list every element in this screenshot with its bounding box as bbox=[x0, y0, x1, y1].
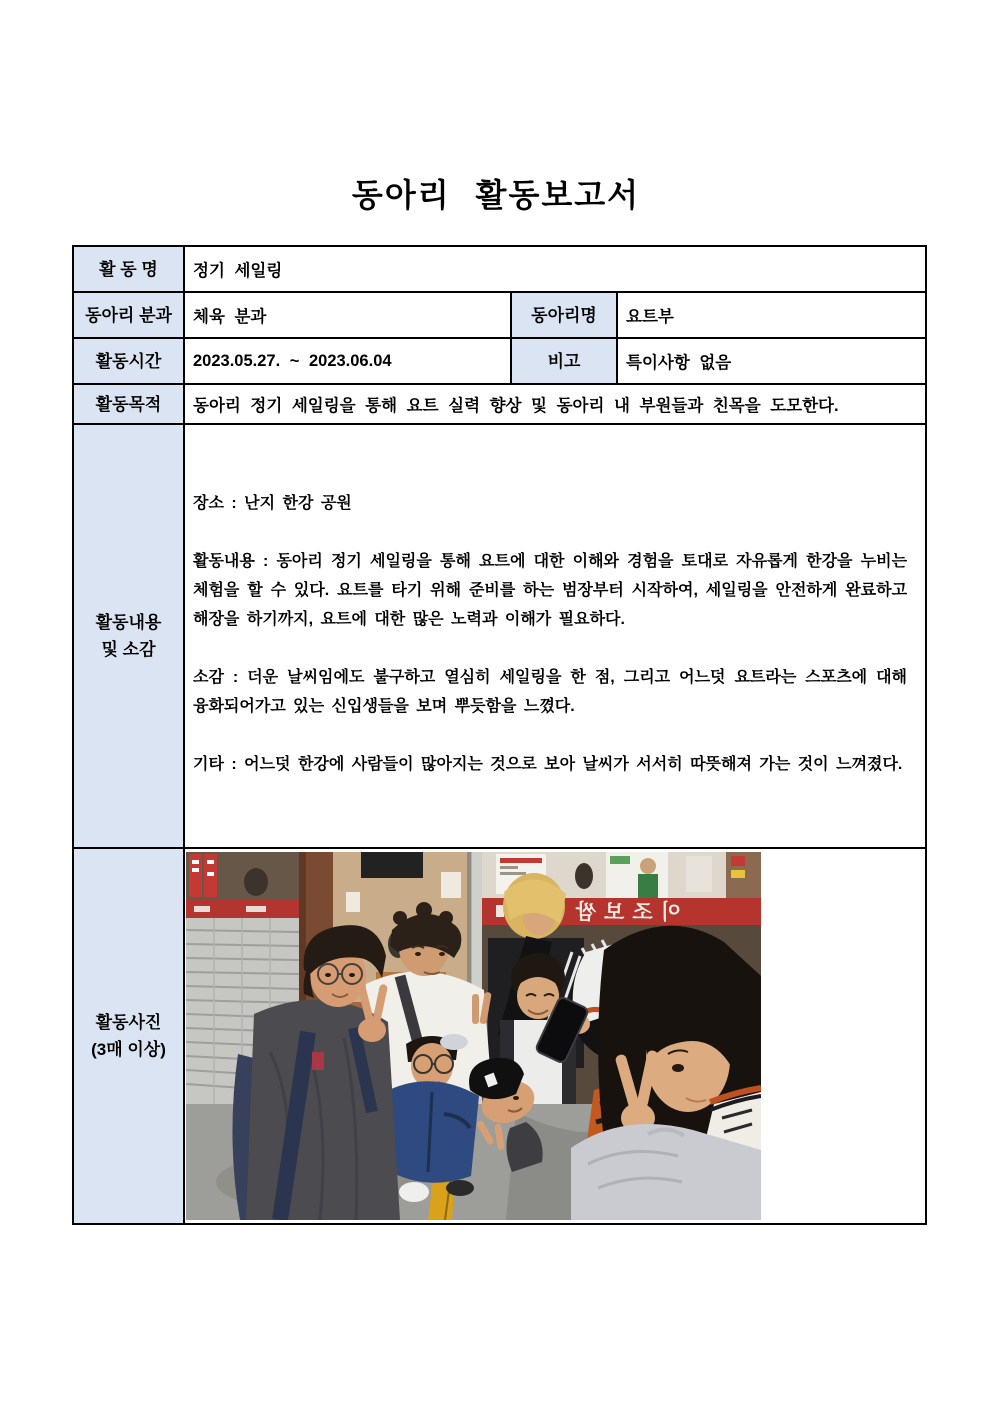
field-label-remark: 비고 bbox=[511, 338, 617, 384]
field-label-photos bbox=[73, 848, 184, 1224]
field-label-club-division: 동아리 분과 bbox=[73, 292, 184, 338]
field-label-purpose: 활동목적 bbox=[73, 384, 184, 424]
page-title: 동아리 활동보고서 bbox=[351, 177, 641, 213]
field-value-remark: 특이사항 없음 bbox=[617, 338, 926, 384]
field-label-activity-name: 활 동 명 bbox=[73, 246, 184, 292]
row-period bbox=[73, 338, 926, 384]
photo-sign-text: 이조보쌈 bbox=[567, 901, 681, 924]
photos-label-line1: 활동사진 bbox=[95, 1013, 162, 1032]
row-activity-name bbox=[73, 246, 926, 292]
row-club bbox=[73, 292, 926, 338]
field-label-content bbox=[73, 424, 184, 848]
content-paragraph: 소감 : 더운 날씨임에도 불구하고 열심히 세일링을 한 점, 그리고 어느덧 요트라는 스포츠에 대해 융화되어가고 있는 신입생들을 보며 뿌듯함을 느꼈다. bbox=[193, 669, 908, 715]
report-table bbox=[72, 245, 927, 1225]
content-paragraph: 기타 : 어느덧 한강에 사람들이 많아지는 것으로 보아 날씨가 서서히 따뜻해져 가는 것이 느껴졌다. bbox=[193, 756, 903, 773]
field-value-activity-period: 2023.05.27. ~ 2023.06.04 bbox=[184, 338, 511, 384]
field-value-club-division: 체육 분과 bbox=[184, 292, 511, 338]
content-label-line2: 및 소감 bbox=[101, 640, 156, 659]
row-purpose bbox=[73, 384, 926, 424]
row-photos bbox=[73, 848, 926, 1224]
photos-label-line2: (3매 이상) bbox=[91, 1040, 166, 1059]
content-paragraph: 장소 : 난지 한강 공원 bbox=[193, 495, 352, 512]
content-label-line1: 활동내용 bbox=[95, 613, 162, 632]
content-paragraphs bbox=[184, 424, 926, 848]
field-label-club-name: 동아리명 bbox=[511, 292, 617, 338]
field-value-purpose: 동아리 정기 세일링을 통해 요트 실력 향상 및 동아리 내 부원들과 친목을 도모한다. bbox=[184, 384, 926, 424]
field-value-activity-name: 정기 세일링 bbox=[184, 246, 926, 292]
photo-cell bbox=[184, 848, 926, 1224]
activity-photo bbox=[186, 852, 761, 1220]
field-value-club-name: 요트부 bbox=[617, 292, 926, 338]
row-content bbox=[73, 424, 926, 848]
field-label-activity-period: 활동시간 bbox=[73, 338, 184, 384]
content-paragraph: 활동내용 : 동아리 정기 세일링을 통해 요트에 대한 이해와 경험을 토대로 자유롭게 한강을 누비는 체험을 할 수 있다. 요트를 타기 위해 준비를 하는 범장부터 시작하여, 세일링을 안전하게 완료하고 해장을 하기까지, 요트에 대한 많은 노력과 이해가 필요하다. bbox=[193, 553, 908, 628]
